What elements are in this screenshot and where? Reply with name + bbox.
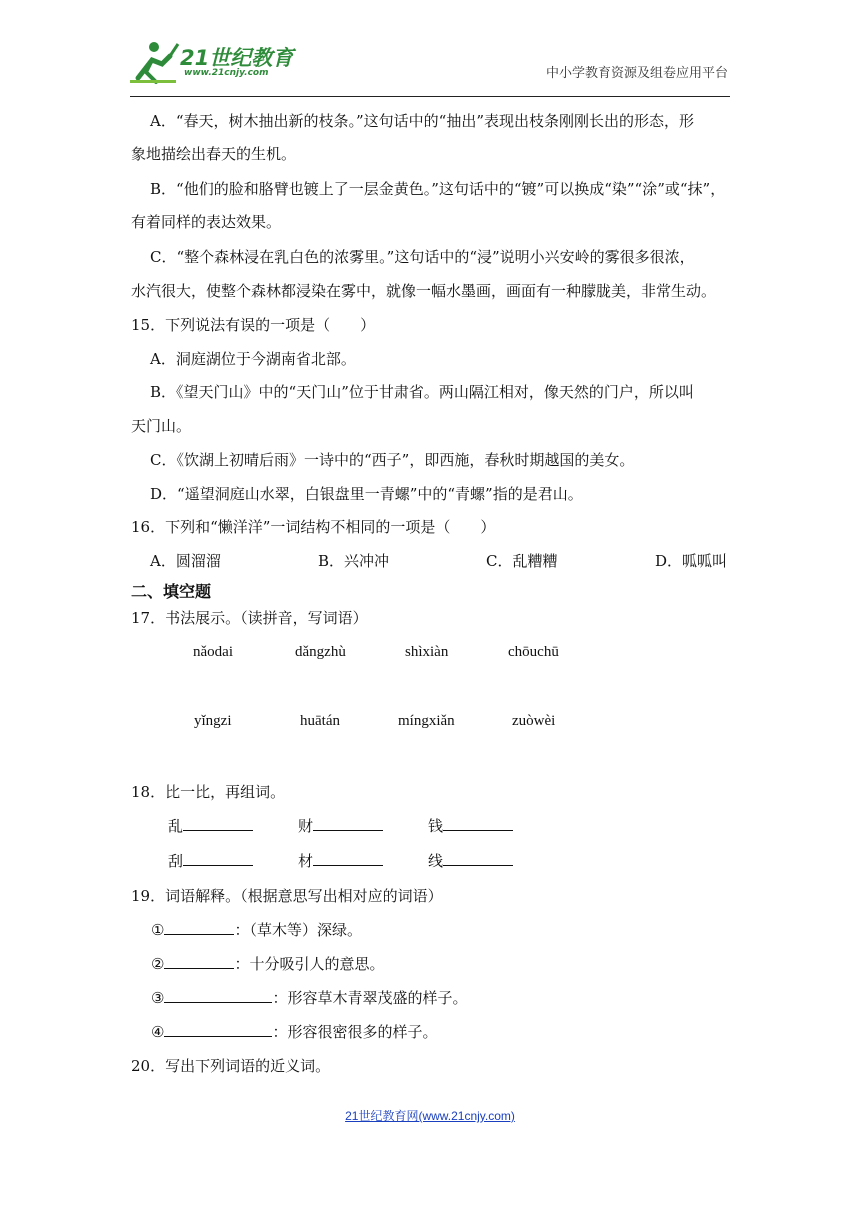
q20-stem: 20．写出下列词语的近义词。 xyxy=(131,1057,331,1075)
pinyin-item: yǐngzi xyxy=(194,713,232,729)
pinyin-item: nǎodai xyxy=(193,644,233,660)
answer-blank[interactable] xyxy=(164,920,234,935)
answer-blank[interactable] xyxy=(164,1022,272,1037)
item-number: ② xyxy=(151,955,165,973)
q14-option-c-line1: C．“整个森林浸在乳白色的浓雾里。”这句话中的“浸”说明小兴安岭的雾很多很浓， xyxy=(150,248,695,266)
q14-option-a-line2: 象地描绘出春天的生机。 xyxy=(131,145,297,163)
answer-blank[interactable] xyxy=(443,816,513,831)
q18-stem: 18．比一比，再组词。 xyxy=(131,783,286,801)
pinyin-item: zuòwèi xyxy=(512,713,556,729)
char-label: 财 xyxy=(298,817,314,835)
compare-word-item xyxy=(298,851,383,871)
q16-option-d: D．呱呱叫 xyxy=(655,552,728,570)
footer-link[interactable]: 21世纪教育网(www.21cnjy.com) xyxy=(345,1109,515,1123)
definition-item xyxy=(151,1022,437,1042)
header-divider xyxy=(130,96,730,97)
platform-title: 中小学教育资源及组卷应用平台 xyxy=(545,66,728,81)
q15-stem: 15．下列说法有误的一项是（ ） xyxy=(131,316,376,334)
pinyin-item: dǎngzhù xyxy=(295,644,346,660)
compare-word-item xyxy=(298,816,383,836)
definition-text: ：形容很密很多的样子。 xyxy=(272,1023,438,1041)
compare-word-item xyxy=(168,851,253,871)
q15-option-b-line2: 天门山。 xyxy=(131,417,192,435)
answer-blank[interactable] xyxy=(443,851,513,866)
definition-item xyxy=(151,988,467,1008)
q15-option-c: C．《饮湖上初晴后雨》一诗中的“西子”，即西施，春秋时期越国的美女。 xyxy=(150,451,635,469)
q14-option-c-line2: 水汽很大，使整个森林都浸染在雾中，就像一幅水墨画，画面有一种朦胧美，非常生动。 xyxy=(131,282,717,300)
char-label: 钱 xyxy=(428,817,444,835)
definition-text: ：十分吸引人的意思。 xyxy=(234,955,385,973)
q14-option-b-line2: 有着同样的表达效果。 xyxy=(131,213,282,231)
compare-word-item xyxy=(428,816,513,836)
char-label: 刮 xyxy=(168,852,184,870)
answer-blank[interactable] xyxy=(313,816,383,831)
definition-item xyxy=(151,954,384,974)
item-number: ③ xyxy=(151,989,165,1007)
compare-word-item xyxy=(168,816,253,836)
logo-text: 21世纪教育 xyxy=(180,46,294,70)
definition-text: ：（草木等）深绿。 xyxy=(234,921,362,939)
section-title-fill-in: 二、填空题 xyxy=(131,582,212,601)
q15-option-b-line1: B．《望天门山》中的“天门山”位于甘肃省。两山隔江相对，像天然的门户，所以叫 xyxy=(150,383,694,401)
q14-option-b-line1: B．“他们的脸和胳臂也镀上了一层金黄色。”这句话中的“镀”可以换成“染”“涂”或“抹”， xyxy=(150,180,726,198)
answer-blank[interactable] xyxy=(313,851,383,866)
char-label: 线 xyxy=(428,852,444,870)
q14-option-a-line1: A．“春天，树木抽出新的枝条。”这句话中的“抽出”表现出枝条刚刚长出的形态，形 xyxy=(150,112,695,130)
q17-stem: 17．书法展示。（读拼音，写词语） xyxy=(131,609,368,627)
pinyin-item: míngxiǎn xyxy=(398,713,455,729)
pinyin-item: shìxiàn xyxy=(405,644,449,660)
pinyin-item: huātán xyxy=(300,713,340,729)
char-label: 材 xyxy=(298,852,314,870)
item-number: ④ xyxy=(151,1023,165,1041)
q15-option-a: A．洞庭湖位于今湖南省北部。 xyxy=(150,350,356,368)
q19-stem: 19．词语解释。（根据意思写出相对应的词语） xyxy=(131,887,443,905)
definition-item xyxy=(151,920,362,940)
pinyin-item: chōuchū xyxy=(508,644,559,660)
logo-url: www.21cnjy.com xyxy=(184,68,269,78)
item-number: ① xyxy=(151,921,165,939)
q16-stem: 16．下列和“懒洋洋”一词结构不相同的一项是（ ） xyxy=(131,518,496,536)
answer-blank[interactable] xyxy=(183,816,253,831)
q16-option-a: A．圆溜溜 xyxy=(150,552,221,570)
answer-blank[interactable] xyxy=(164,988,272,1003)
q16-option-c: C．乱糟糟 xyxy=(486,552,558,570)
definition-text: ：形容草木青翠茂盛的样子。 xyxy=(272,989,468,1007)
q15-option-d: D．“遥望洞庭山水翠，白银盘里一青螺”中的“青螺”指的是君山。 xyxy=(150,485,583,503)
compare-word-item xyxy=(428,851,513,871)
char-label: 乱 xyxy=(168,817,184,835)
q16-option-b: B．兴冲冲 xyxy=(318,552,390,570)
answer-blank[interactable] xyxy=(183,851,253,866)
answer-blank[interactable] xyxy=(164,954,234,969)
